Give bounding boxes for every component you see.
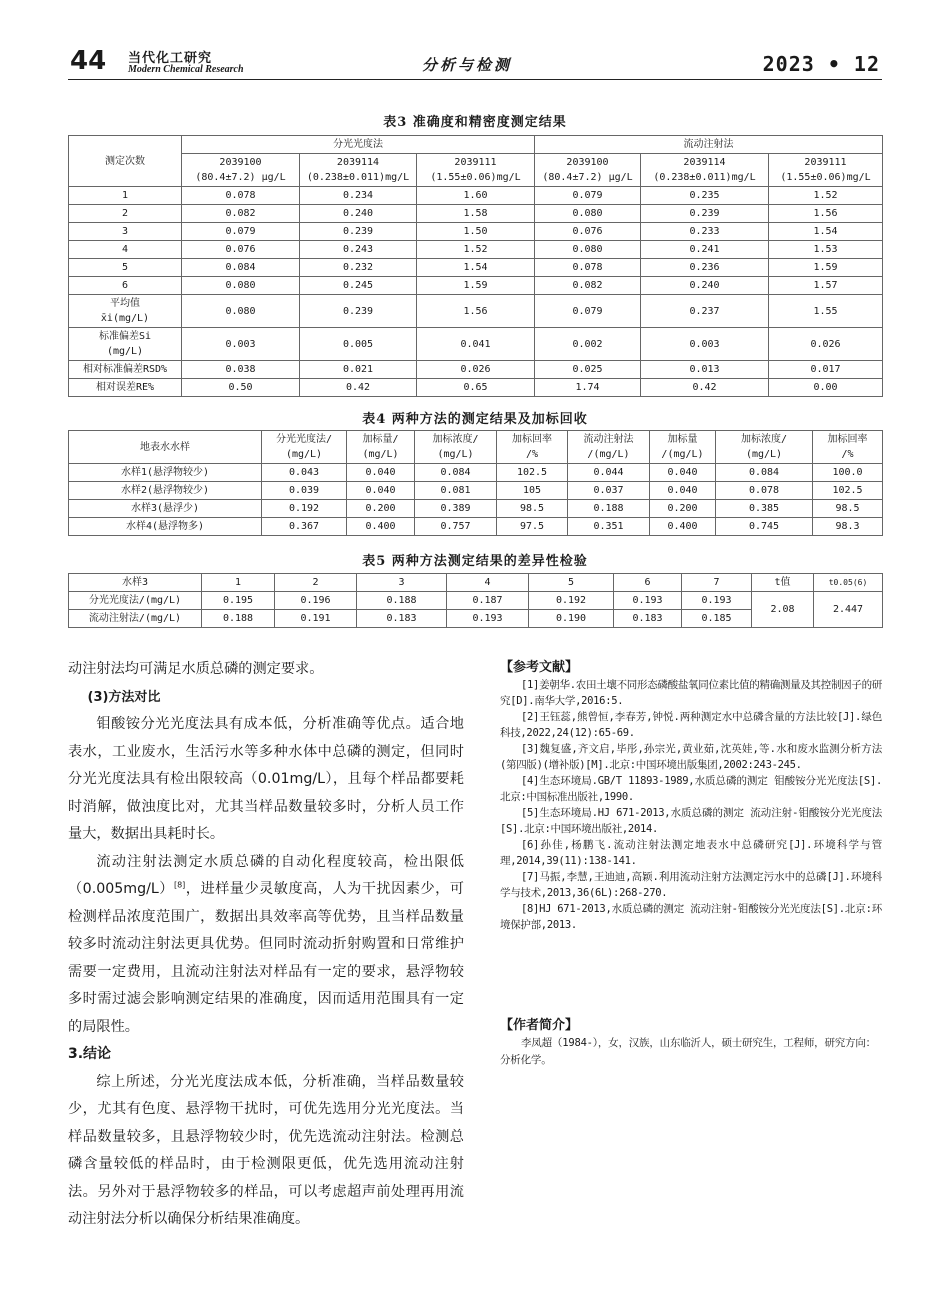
- table3-sample-header: 2039111 (1.55±0.06)mg/L: [769, 154, 883, 187]
- table-cell: 0.079: [535, 187, 641, 205]
- table-cell: 0.00: [769, 379, 883, 397]
- reference-item: [8]HJ 671-2013,水质总磷的测定 流动注射-钼酸铵分光光度法[S].北京:环境保护部,2013.: [500, 903, 882, 931]
- rsd-label: 相对标准偏差RSD%: [69, 361, 182, 379]
- references: [500, 656, 882, 933]
- table-cell: 0.040: [650, 464, 716, 482]
- body-paragraph: 流动注射法测定水质总磷的自动化程度较高，检出限低（0.005mg/L）[8]，进样量少灵敏度高，人为干扰因素少，可检测样品浓度范围广，数据出具效率高等优势，且当样品数量较多时流动注射法更具优势。但同时流动折射购置和日常维护需要一定费用，且流动注射法对样品有一定的要求，悬浮物较多时需过滤会影响测定结果的准确度，因而适用范围具有一定的局限性。: [68, 853, 464, 1035]
- table-cell: 0.076: [535, 223, 641, 241]
- table-header-cell: 加标量/ (mg/L): [347, 431, 415, 464]
- reference-item: [6]孙佳,杨鹏飞.流动注射法测定地表水中总磷研究[J].环境科学与管理,2014,39(11):138-141.: [500, 839, 882, 867]
- table-cell: 0.187: [447, 592, 529, 610]
- table-cell: 1.59: [417, 277, 535, 295]
- table-cell: 0.037: [568, 482, 650, 500]
- table-cell: 0.196: [275, 592, 357, 610]
- page-header: [0, 0, 950, 80]
- table-header-cell: 1: [202, 574, 275, 592]
- table-header-cell: 水样3: [69, 574, 202, 592]
- table-header-cell: 流动注射法 /(mg/L): [568, 431, 650, 464]
- body-left-column: [68, 656, 464, 1234]
- table-cell: 1.58: [417, 205, 535, 223]
- table-cell: 0.082: [535, 277, 641, 295]
- table3-sample-header: 2039114 (0.238±0.011)mg/L: [300, 154, 417, 187]
- citation-ref: [8]: [173, 880, 186, 890]
- table-cell: 98.3: [813, 518, 883, 536]
- reference-item: [4]生态环境局.GB/T 11893-1989,水质总磷的测定 钼酸铵分光光度法[S].北京:中国标准出版社,1990.: [500, 775, 882, 803]
- table-cell: 0.188: [568, 500, 650, 518]
- table-cell: 0.191: [275, 610, 357, 628]
- table-cell: 0.233: [641, 223, 769, 241]
- section-title: 分析与检测: [422, 56, 513, 74]
- table-cell: 0.235: [641, 187, 769, 205]
- table-cell: 0.040: [347, 482, 415, 500]
- table-cell: 102.5: [497, 464, 568, 482]
- table3: [68, 135, 883, 397]
- table-cell: 0.351: [568, 518, 650, 536]
- t-value-cell: 2.08: [752, 592, 814, 628]
- t-critical-cell: 2.447: [814, 592, 883, 628]
- table-cell: 0.234: [300, 187, 417, 205]
- reference-item: [5]生态环境局.HJ 671-2013,水质总磷的测定 流动注射-钼酸铵分光光度法[S].北京:中国环境出版社,2014.: [500, 807, 882, 835]
- table-cell: 3: [69, 223, 182, 241]
- table-header-cell: 加标浓度/ (mg/L): [716, 431, 813, 464]
- table-cell: 0.243: [300, 241, 417, 259]
- table-cell: 0.080: [182, 277, 300, 295]
- table-cell: 98.5: [813, 500, 883, 518]
- table-cell: 0.002: [535, 328, 641, 361]
- table-cell: 0.079: [535, 295, 641, 328]
- table-cell: 0.013: [641, 361, 769, 379]
- table-cell: 1.54: [417, 259, 535, 277]
- table-cell: 0.389: [415, 500, 497, 518]
- table-cell: 0.42: [641, 379, 769, 397]
- table-cell: 0.041: [417, 328, 535, 361]
- table3-row-header: 测定次数: [69, 136, 182, 187]
- table-row: [69, 241, 883, 259]
- table-cell: 0.367: [262, 518, 347, 536]
- table-cell: 0.193: [614, 592, 682, 610]
- table3-header-group-row: [69, 136, 883, 154]
- table-cell: 0.183: [357, 610, 447, 628]
- table-cell: 0.192: [529, 592, 614, 610]
- table-cell: 0.240: [641, 277, 769, 295]
- table-cell: 5: [69, 259, 182, 277]
- table-cell: 1.74: [535, 379, 641, 397]
- table-row: [69, 482, 883, 500]
- table-header-cell: 加标回率 /%: [813, 431, 883, 464]
- table-header-cell: 地表水水样: [69, 431, 262, 464]
- table3-caption: 表3 准确度和精密度测定结果: [383, 115, 567, 130]
- reference-item: [2]王钰蕊,熊曾恒,李春芳,钟悦.两种测定水中总磷含量的方法比较[J].绿色科技,2022,24(12):65-69.: [500, 711, 882, 739]
- table-header-cell: t0.05(6): [814, 574, 883, 592]
- table-cell: 0.193: [682, 592, 752, 610]
- table3-re-row: [69, 379, 883, 397]
- table-cell: 1.56: [769, 205, 883, 223]
- table-cell: 0.185: [682, 610, 752, 628]
- table-row: [69, 259, 883, 277]
- table-cell: 97.5: [497, 518, 568, 536]
- table-row: [69, 500, 883, 518]
- table3-mean-row: [69, 295, 883, 328]
- table-cell: 1.60: [417, 187, 535, 205]
- table-cell: 水样4(悬浮物多): [69, 518, 262, 536]
- table-cell: 0.040: [347, 464, 415, 482]
- table-cell: 105: [497, 482, 568, 500]
- table-cell: 0.240: [300, 205, 417, 223]
- table-cell: 1.55: [769, 295, 883, 328]
- table-cell: 0.200: [347, 500, 415, 518]
- table3-sample-header: 2039114 (0.238±0.011)mg/L: [641, 154, 769, 187]
- section-heading: 3.结论: [68, 1046, 112, 1062]
- table-cell: 4: [69, 241, 182, 259]
- table-cell: 1.59: [769, 259, 883, 277]
- sd-label: 标准偏差Si (mg/L): [69, 328, 182, 361]
- table-cell: 0.043: [262, 464, 347, 482]
- table-cell: 1.52: [417, 241, 535, 259]
- table-cell: 0.50: [182, 379, 300, 397]
- table-cell: 0.65: [417, 379, 535, 397]
- table-cell: 0.025: [535, 361, 641, 379]
- body-paragraph: 综上所述，分光光度法成本低，分析准确，当样品数量较少，尤其有色度、悬浮物干扰时，可优先选用分光光度法。当样品数量较多，且悬浮物较少时，优先选流动注射法。检测总磷含量较低的样品时，由于检测限更低，优先选用流动注射法。另外对于悬浮物较多的样品，可以考虑超声前处理再用流动注射法分析以确保分析结果准确度。: [68, 1073, 464, 1227]
- table-header-cell: 加标浓度/ (mg/L): [415, 431, 497, 464]
- subsection-heading: (3)方法对比: [87, 689, 161, 705]
- table-cell: 0.757: [415, 518, 497, 536]
- reference-item: [1]姜朝华.农田土壤不同形态磷酸盐氧同位素比值的精确测量及其控制因子的研究[D].南华大学,2016:5.: [500, 679, 882, 707]
- table-row: [69, 205, 883, 223]
- table-row: [69, 223, 883, 241]
- table-cell: 0.080: [535, 205, 641, 223]
- table4: [68, 430, 883, 536]
- table-cell: 0.084: [716, 464, 813, 482]
- table3-group-2: 流动注射法: [535, 136, 883, 154]
- reference-item: [3]魏复盛,齐文启,毕彤,孙宗光,黄业茹,沈英娃,等.水和废水监测分析方法(第四版)(增补版)[M].北京:中国环境出版集团,2002:243-245.: [500, 743, 882, 771]
- table-cell: 0.044: [568, 464, 650, 482]
- table-row: [69, 277, 883, 295]
- table-cell: 0.237: [641, 295, 769, 328]
- table-cell: 0.385: [716, 500, 813, 518]
- table-cell: 98.5: [497, 500, 568, 518]
- table-cell: 0.190: [529, 610, 614, 628]
- table-cell: 1.56: [417, 295, 535, 328]
- table-cell: 水样1(悬浮物较少): [69, 464, 262, 482]
- journal-title-cn: 当代化工研究: [128, 51, 213, 66]
- table-row: [69, 187, 883, 205]
- table-cell: 0.021: [300, 361, 417, 379]
- references-heading: 【参考文献】: [500, 660, 579, 675]
- table-cell: 分光光度法/(mg/L): [69, 592, 202, 610]
- table-header-cell: 6: [614, 574, 682, 592]
- table-cell: 0.239: [300, 295, 417, 328]
- table-row: [69, 518, 883, 536]
- author-heading: 【作者简介】: [500, 1018, 579, 1033]
- table-cell: 0.232: [300, 259, 417, 277]
- table-cell: 0.080: [182, 295, 300, 328]
- table-cell: 0.200: [650, 500, 716, 518]
- table3-sample-header: 2039100 (80.4±7.2) μg/L: [182, 154, 300, 187]
- table-cell: 0.039: [262, 482, 347, 500]
- table-cell: 0.078: [535, 259, 641, 277]
- table-header-cell: 4: [447, 574, 529, 592]
- table-cell: 0.192: [262, 500, 347, 518]
- table-cell: 100.0: [813, 464, 883, 482]
- table-cell: 0.084: [182, 259, 300, 277]
- table-cell: 0.076: [182, 241, 300, 259]
- table-cell: 6: [69, 277, 182, 295]
- table-cell: 0.241: [641, 241, 769, 259]
- table-cell: 流动注射法/(mg/L): [69, 610, 202, 628]
- table-cell: 水样2(悬浮物较少): [69, 482, 262, 500]
- table-cell: 0.003: [641, 328, 769, 361]
- body-paragraph: 钼酸铵分光光度法具有成本低，分析准确等优点。适合地表水，工业废水，生活污水等多种水体中总磷的测定，但同时分光光度法具有检出限较高（0.01mg/L），且每个样品都要耗时消解，做浊度比对，尤其当样品数量较多时，分析人员工作量大，数据出具耗时长。: [68, 716, 464, 842]
- mean-label: 平均值 x̄i(mg/L): [69, 295, 182, 328]
- table-cell: 1.54: [769, 223, 883, 241]
- header-rule: [68, 79, 882, 80]
- table-cell: 0.193: [447, 610, 529, 628]
- table-cell: 0.078: [182, 187, 300, 205]
- table-cell: 1.52: [769, 187, 883, 205]
- table-cell: 0.026: [769, 328, 883, 361]
- table-cell: 102.5: [813, 482, 883, 500]
- table4-caption: 表4 两种方法的测定结果及加标回收: [362, 412, 588, 427]
- page-number: 44: [70, 46, 107, 76]
- table-cell: 0.017: [769, 361, 883, 379]
- table-cell: 0.084: [415, 464, 497, 482]
- table3-sample-header: 2039100 (80.4±7.2) μg/L: [535, 154, 641, 187]
- table3-sample-header: 2039111 (1.55±0.06)mg/L: [417, 154, 535, 187]
- table-cell: 0.245: [300, 277, 417, 295]
- table-header-cell: 3: [357, 574, 447, 592]
- table-cell: 1.57: [769, 277, 883, 295]
- table-header-cell: 7: [682, 574, 752, 592]
- table-cell: 0.239: [300, 223, 417, 241]
- table-cell: 1.50: [417, 223, 535, 241]
- author-bio: [500, 1014, 882, 1069]
- table-cell: 0.188: [202, 610, 275, 628]
- table3-group-1: 分光光度法: [182, 136, 535, 154]
- table-cell: 0.003: [182, 328, 300, 361]
- table-cell: 0.080: [535, 241, 641, 259]
- author-text: 李凤超（1984-），女，汉族，山东临沂人，硕士研究生，工程师，研究方向：分析化学。: [500, 1037, 876, 1066]
- table-header-cell: 5: [529, 574, 614, 592]
- table-header-cell: 分光光度法/ (mg/L): [262, 431, 347, 464]
- table-cell: 0.079: [182, 223, 300, 241]
- table-header-cell: t值: [752, 574, 814, 592]
- table-cell: 0.005: [300, 328, 417, 361]
- table-cell: 0.239: [641, 205, 769, 223]
- reference-item: [7]马振,李慧,王迪迪,高颖.利用流动注射方法测定污水中的总磷[J].环境科学与技术,2013,36(6L):268-270.: [500, 871, 882, 899]
- table-row: [69, 592, 883, 610]
- table4-header-row: [69, 431, 883, 464]
- table-cell: 1.53: [769, 241, 883, 259]
- table3-header-sample-row: [69, 154, 883, 187]
- table-cell: 0.188: [357, 592, 447, 610]
- table-row: [69, 464, 883, 482]
- table-cell: 0.040: [650, 482, 716, 500]
- table-cell: 0.026: [417, 361, 535, 379]
- table-cell: 0.400: [650, 518, 716, 536]
- table-cell: 0.745: [716, 518, 813, 536]
- journal-title-en: Modern Chemical Research: [128, 64, 244, 75]
- table-cell: 水样3(悬浮少): [69, 500, 262, 518]
- table-cell: 0.195: [202, 592, 275, 610]
- table-header-cell: 2: [275, 574, 357, 592]
- table-header-cell: 加标量 /(mg/L): [650, 431, 716, 464]
- table-cell: 0.038: [182, 361, 300, 379]
- table-cell: 0.081: [415, 482, 497, 500]
- table-cell: 0.236: [641, 259, 769, 277]
- table3-sd-row: [69, 328, 883, 361]
- re-label: 相对误差RE%: [69, 379, 182, 397]
- table-cell: 0.42: [300, 379, 417, 397]
- table-header-cell: 加标回率 /%: [497, 431, 568, 464]
- table5-caption: 表5 两种方法测定结果的差异性检验: [362, 554, 588, 569]
- body-paragraph: 动注射法均可满足水质总磷的测定要求。: [68, 661, 324, 677]
- table-cell: 2: [69, 205, 182, 223]
- table5-header-row: [69, 574, 883, 592]
- table-cell: 0.400: [347, 518, 415, 536]
- issue-number: 2023 • 12: [762, 52, 880, 76]
- table-cell: 0.078: [716, 482, 813, 500]
- table5: [68, 573, 883, 628]
- table-cell: 0.082: [182, 205, 300, 223]
- table3-rsd-row: [69, 361, 883, 379]
- table-cell: 0.183: [614, 610, 682, 628]
- table-cell: 1: [69, 187, 182, 205]
